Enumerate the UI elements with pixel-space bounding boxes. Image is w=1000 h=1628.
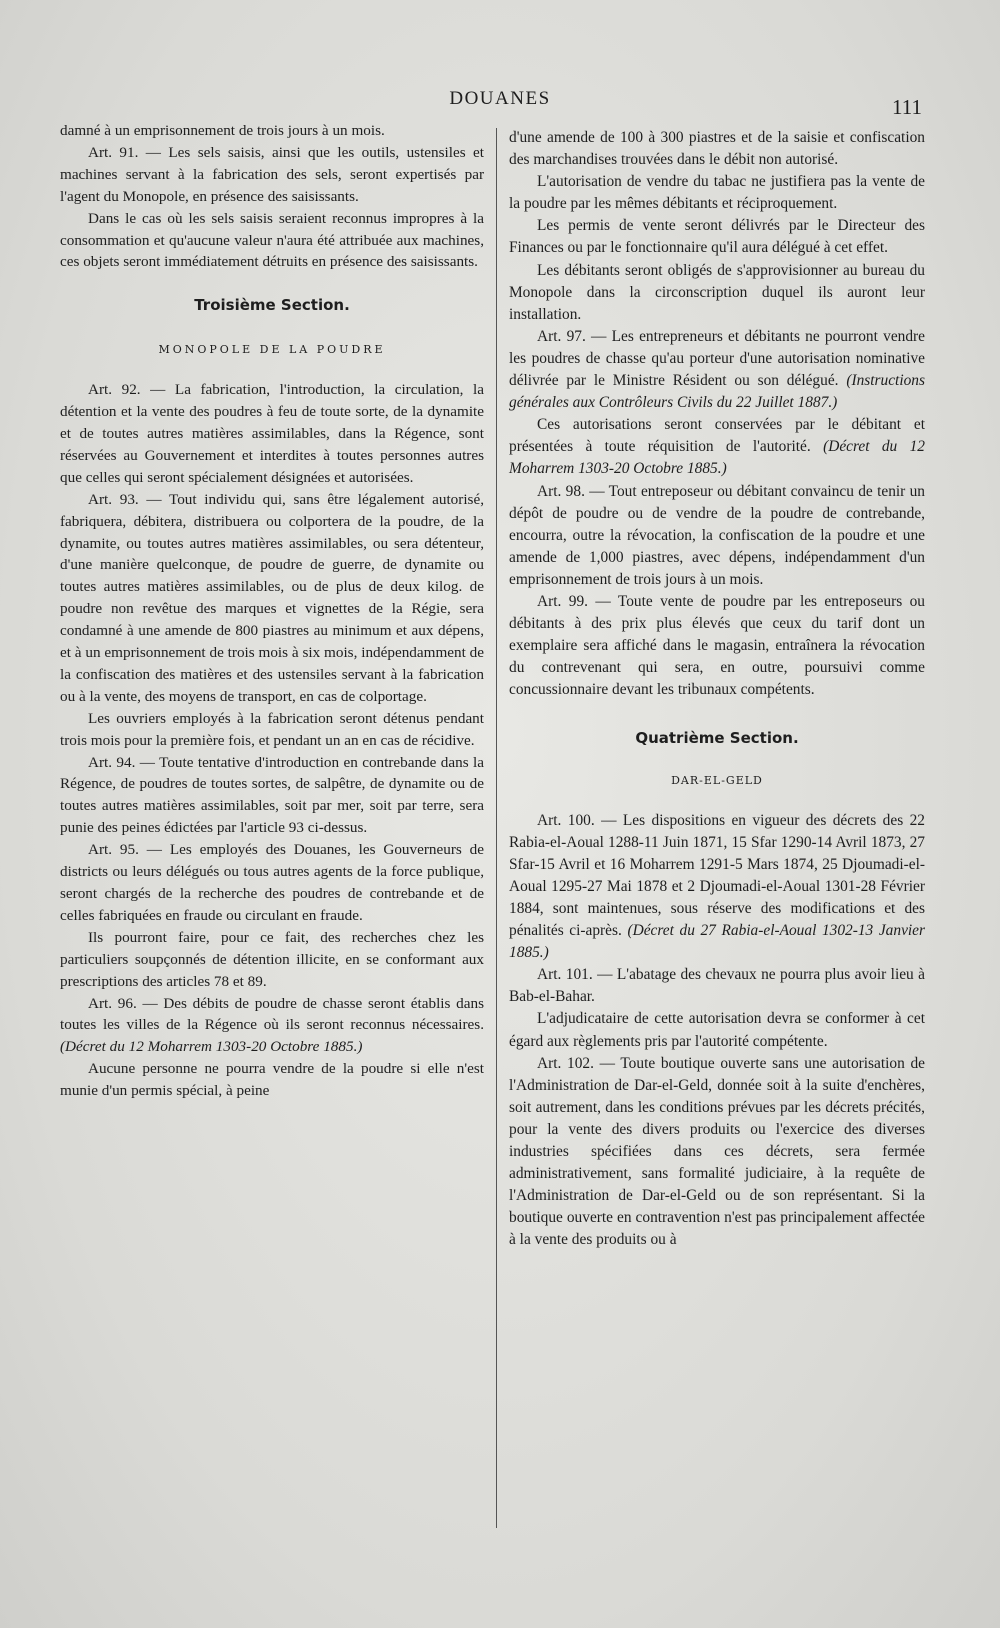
decree-reference: (Décret du 12 Moharrem 1303-20 Octobre 1885.): [60, 1038, 363, 1056]
paragraph: Les ouvriers employés à la fabrication seront détenus pendant trois mois pour la première fois, et pendant un an en cas de récidive.: [60, 709, 484, 749]
paragraph: L'autorisation de vendre du tabac ne justifiera pas la vente de la poudre par les mêmes débitants et réciproquement.: [509, 173, 925, 213]
paragraph: Art. 92. — La fabrication, l'introduction, la circulation, la détention et la vente des poudres à feu de toute sorte, de la dynamite et de toutes autres matières assimilables, dans la Régence, sont réservées au Gouvernement et interdites à toutes personnes autres que celles qui seront spécialement désignées et autorisées.: [60, 381, 484, 486]
left-column: [60, 120, 484, 1102]
paragraph: Art. 98. — Tout entreposeur ou débitant convaincu de tenir un dépôt de poudre ou de vendre de la poudre de contrebande, encourra, outre la révocation, la confiscation de la poudre et une amende de 1,000 piastres, avec dépens, indépendamment d'un emprisonnement de trois jours à un mois.: [509, 482, 925, 588]
column-divider: [496, 128, 497, 1528]
paragraph: Les débitants seront obligés de s'approvisionner au bureau du Monopole dans la circonscription duquel ils auront leur installation.: [509, 261, 925, 323]
paragraph: Art. 93. — Tout individu qui, sans être légalement autorisé, fabriquera, débitera, distribuera ou colportera de la poudre, de la dynamite, ou toutes autres matières assimilables, ou sera détenteur, d'une manière quelconque, de poudre de guerre, de dynamite ou toutes autres matières assimilables, ou de plus de deux kilog. de poudre non revêtue des marques et vignettes de la Régie, sera condamné à une amende de 800 piastres au minimum et aux dépens, et à un emprisonnement de trois mois à six mois, indépendamment de la confiscation des matières et des ustensiles servant à la fabrication ou à la vente, des moyens de transport, en cas de colportage.: [60, 490, 484, 705]
decree-reference: (Décret du 12 Moharrem 1303-20 Octobre 1885.): [509, 438, 925, 478]
paragraph: Art. 101. — L'abatage des chevaux ne pourra plus avoir lieu à Bab-el-Bahar.: [509, 966, 925, 1006]
paragraph: [509, 326, 925, 414]
paragraph: Art. 102. — Toute boutique ouverte sans une autorisation de l'Administration de Dar-el-Geld, donnée soit à la suite d'enchères, soit autrement, dans les conditions prévues par les décrets précités, pour la vente des divers produits ou l'exercice des diverses industries spécifiées dans ces décrets, sera fermée administrativement, sans formalité judiciaire, à la requête de l'Administration de Dar-el-Geld ou de son représentant. Si la boutique ouverte en contravention n'est pas principalement affectée à la vente des produits ou à: [509, 1054, 925, 1249]
paragraph: d'une amende de 100 à 300 piastres et de la saisie et confiscation des marchandises trouvées dans le débit non autorisé.: [509, 129, 925, 169]
paragraph: Art. 91. — Les sels saisis, ainsi que les outils, ustensiles et machines servant à la fabrication des sels, seront expertisés par l'agent du Monopole, en présence des saisissants.: [60, 143, 484, 205]
paragraph: Ils pourront faire, pour ce fait, des recherches chez les particuliers soupçonnés de détention illicite, en se conformant aux prescriptions des articles 78 et 89.: [60, 928, 484, 990]
paragraph: Art. 95. — Les employés des Douanes, les Gouverneurs de districts ou leurs délégués ou tous autres agents de la force publique, seront chargés de la recherche des poudres de contrebande et de celles fabriquées en fraude ou circulant en fraude.: [60, 841, 484, 924]
paragraph-text: Art. 96. — Des débits de poudre de chasse seront établis dans toutes les villes de la Régence où ils seront reconnus nécessaires.: [60, 994, 484, 1034]
decree-reference: (Instructions générales aux Contrôleurs Civils du 22 Juillet 1887.): [509, 372, 925, 412]
running-head: DOUANES: [449, 88, 551, 109]
paragraph: Art. 99. — Toute vente de poudre par les entreposeurs ou débitants à des prix plus élevés que ceux du tarif dont un exemplaire sera affiché dans le magasin, entraînera la révocation du contrevenant qui sera, en outre, poursuivi comme concussionnaire devant les tribunaux compétents.: [509, 592, 925, 699]
page-number: 111: [892, 95, 922, 119]
paragraph: Dans le cas où les sels saisis seraient reconnus impropres à la consommation et qu'aucune valeur n'aura été attribuée aux machines, ces objets seront immédiatement détruits en présence des saisissants.: [60, 209, 484, 271]
paragraph: Aucune personne ne pourra vendre de la poudre si elle n'est munie d'un permis spécial, à peine: [60, 1060, 484, 1100]
paragraph: L'adjudicataire de cette autorisation devra se conformer à cet égard aux règlements pris par l'autorité compétente.: [509, 1010, 925, 1050]
section-title: Quatrième Section.: [635, 729, 799, 748]
paragraph-text: Art. 100. — Les dispositions en vigueur des décrets des 22 Rabia-el-Aoual 1288-11 Juin 1871, 15 Sfar 1290-14 Avril 1873, 27 Sfar-15 Avril et 16 Moharrem 1291-5 Mars 1874, 25 Djoumadi-el-Aoual 1295-27 Mai 1878 et 2 Djoumadi-el-Aoual 1301-28 Février 1884, sont maintenues, sous réserve des modifications et des pénalités ci-après.: [509, 811, 925, 940]
paragraph: Les permis de vente seront délivrés par le Directeur des Finances ou par le fonctionnaire qu'il aura délégué à cet effet.: [509, 217, 925, 257]
paragraph: Art. 94. — Toute tentative d'introduction en contrebande dans la Régence, de poudres de toutes sortes, de salpêtre, de dynamite ou de toutes autres matières assimilables, soit par mer, soit par terre, sera punie des peines édictées par l'article 93 ci-dessus.: [60, 753, 484, 837]
section-subtitle: MONOPOLE DE LA POUDRE: [158, 343, 386, 357]
paragraph-text: Ces autorisations seront conservées par le débitant et présentées à toute réquisition de l'autorité.: [509, 416, 925, 456]
section-title: Troisième Section.: [194, 296, 350, 315]
decree-reference: (Décret du 27 Rabia-el-Aoual 1302-13 Janvier 1885.): [509, 922, 925, 962]
section-subtitle: DAR-EL-GELD: [671, 773, 763, 787]
paragraph: [509, 414, 925, 480]
paragraph-text: Art. 97. — Les entrepreneurs et débitants ne pourront vendre les poudres de chasse qu'au porteur d'une autorisation nominative délivrée par le Ministre Résident ou son délégué.: [509, 327, 925, 390]
paragraph: [60, 993, 484, 1059]
right-column: [509, 127, 925, 1252]
paragraph: [509, 810, 925, 965]
paragraph: damné à un emprisonnement de trois jours à un mois.: [60, 122, 385, 139]
